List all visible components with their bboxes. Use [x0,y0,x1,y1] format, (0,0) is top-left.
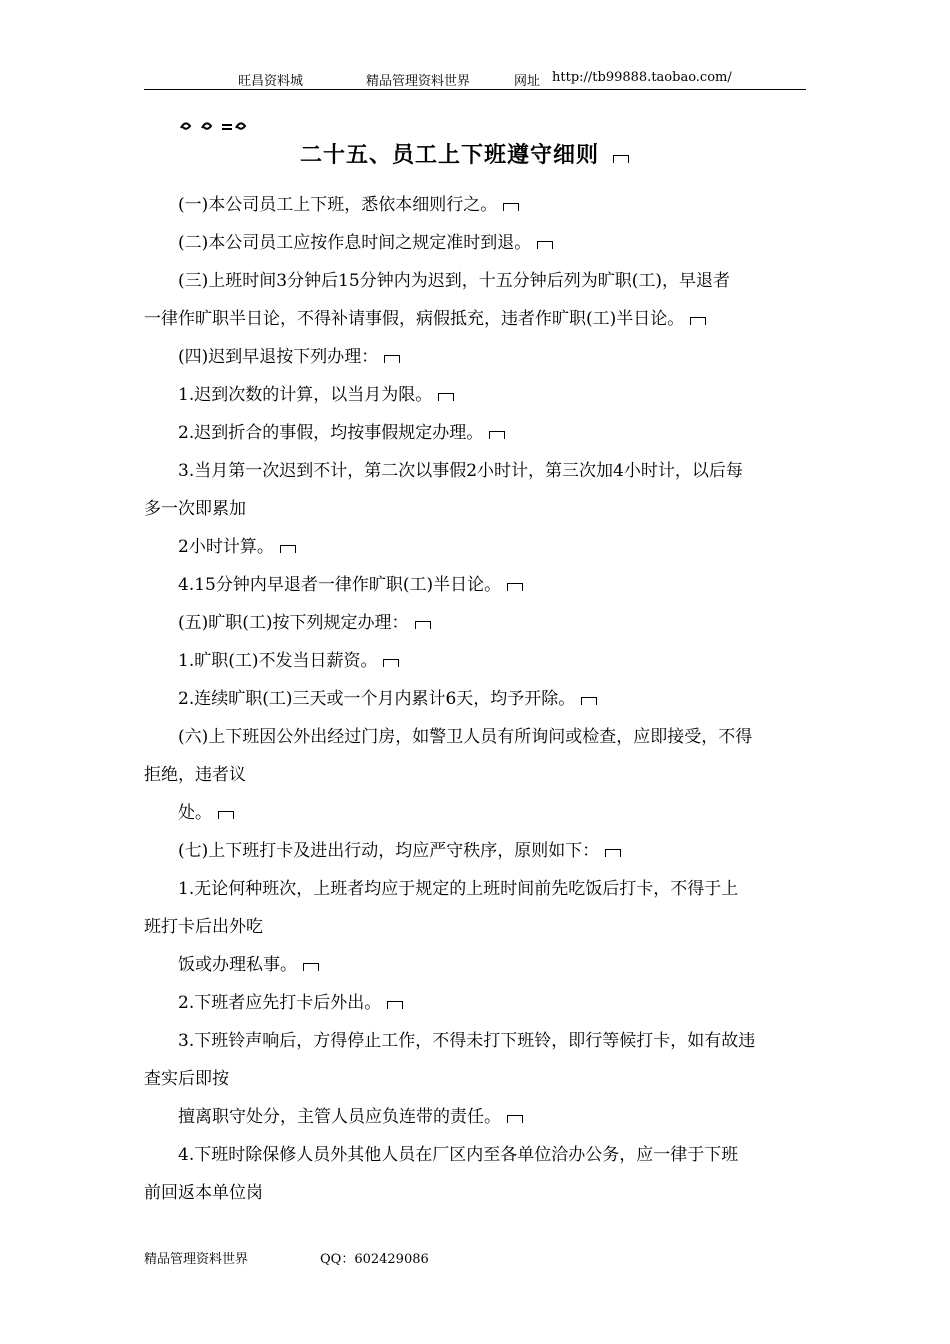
paragraph-mark-icon [613,155,629,163]
paragraph-mark-icon [507,1115,523,1123]
paragraph-mark-icon [537,241,553,249]
header-url-link[interactable]: http://tb99888.taobao.com/ [552,70,732,85]
paragraph-mark-icon [507,583,523,591]
paragraph-mark-icon [384,355,400,363]
paragraph-line: 1.旷职(工)不发当日薪资。 [144,642,814,680]
paragraph-line: 多一次即累加 [144,499,246,519]
paragraph-line: 处。 [144,794,814,832]
paragraph-mark-icon [503,203,519,211]
paragraph-line: 一律作旷职半日论，不得补请事假，病假抵充，违者作旷职(工)半日论。 [144,300,814,338]
page-header [144,70,806,90]
paragraph-mark-icon [280,545,296,553]
paragraph-line: 2.下班者应先打卡后外出。 [144,984,814,1022]
paragraph-mark-icon [415,621,431,629]
paragraph-line: (三)上班时间3分钟后15分钟内为迟到，十五分钟后列为旷职(工)，早退者 [178,271,730,291]
decorative-ornament-icon [178,118,254,134]
paragraph-mark-icon [383,659,399,667]
paragraph-line: 班打卡后出外吃 [144,917,263,937]
footer-brand: 精品管理资料世界 [144,1252,249,1267]
paragraph-mark-icon [489,431,505,439]
paragraph-line: 2小时计算。 [144,528,814,566]
header-shop-name: 旺昌资料城 [238,74,304,89]
paragraph-mark-icon [438,393,454,401]
paragraph-mark-icon [218,811,234,819]
document-title: 二十五、员工上下班遵守细则 [300,138,629,169]
paragraph-line: 饭或办理私事。 [144,946,814,984]
paragraph-mark-icon [605,849,621,857]
header-url-label: 网址 [514,74,541,89]
paragraph-line: 2.连续旷职(工)三天或一个月内累计6天，均予开除。 [144,680,814,718]
paragraph-line: 2.迟到折合的事假，均按事假规定办理。 [144,414,814,452]
paragraph-mark-icon [690,317,706,325]
paragraph-line: 4.下班时除保修人员外其他人员在厂区内至各单位洽办公务，应一律于下班 [178,1145,739,1165]
body-text [144,186,814,1212]
paragraph-line: 擅离职守处分，主管人员应负连带的责任。 [144,1098,814,1136]
paragraph-line: 1.无论何种班次，上班者均应于规定的上班时间前先吃饭后打卡，不得于上 [178,879,739,899]
paragraph-line: 1.迟到次数的计算，以当月为限。 [144,376,814,414]
paragraph-line: 查实后即按 [144,1069,229,1089]
paragraph-line: 3.当月第一次迟到不计，第二次以事假2小时计，第三次加4小时计，以后每 [178,461,743,481]
paragraph-line: (一)本公司员工上下班，悉依本细则行之。 [144,186,814,224]
footer-qq: QQ：602429086 [320,1252,429,1267]
paragraph-line: (七)上下班打卡及进出行动，均应严守秩序，原则如下： [144,832,814,870]
paragraph-mark-icon [387,1001,403,1009]
paragraph-line: (四)迟到早退按下列办理： [144,338,814,376]
paragraph-line: 4.15分钟内早退者一律作旷职(工)半日论。 [144,566,814,604]
paragraph-line: 3.下班铃声响后，方得停止工作，不得未打下班铃，即行等候打卡，如有故违 [178,1031,756,1051]
paragraph-line: (六)上下班因公外出经过门房，如警卫人员有所询问或检查，应即接受，不得 [178,727,753,747]
paragraph-line: 拒绝，违者议 [144,765,246,785]
header-brand: 精品管理资料世界 [366,74,471,89]
paragraph-mark-icon [303,963,319,971]
paragraph-line: 前回返本单位岗 [144,1183,263,1203]
paragraph-line: (五)旷职(工)按下列规定办理： [144,604,814,642]
paragraph-line: (二)本公司员工应按作息时间之规定准时到退。 [144,224,814,262]
paragraph-mark-icon [581,697,597,705]
